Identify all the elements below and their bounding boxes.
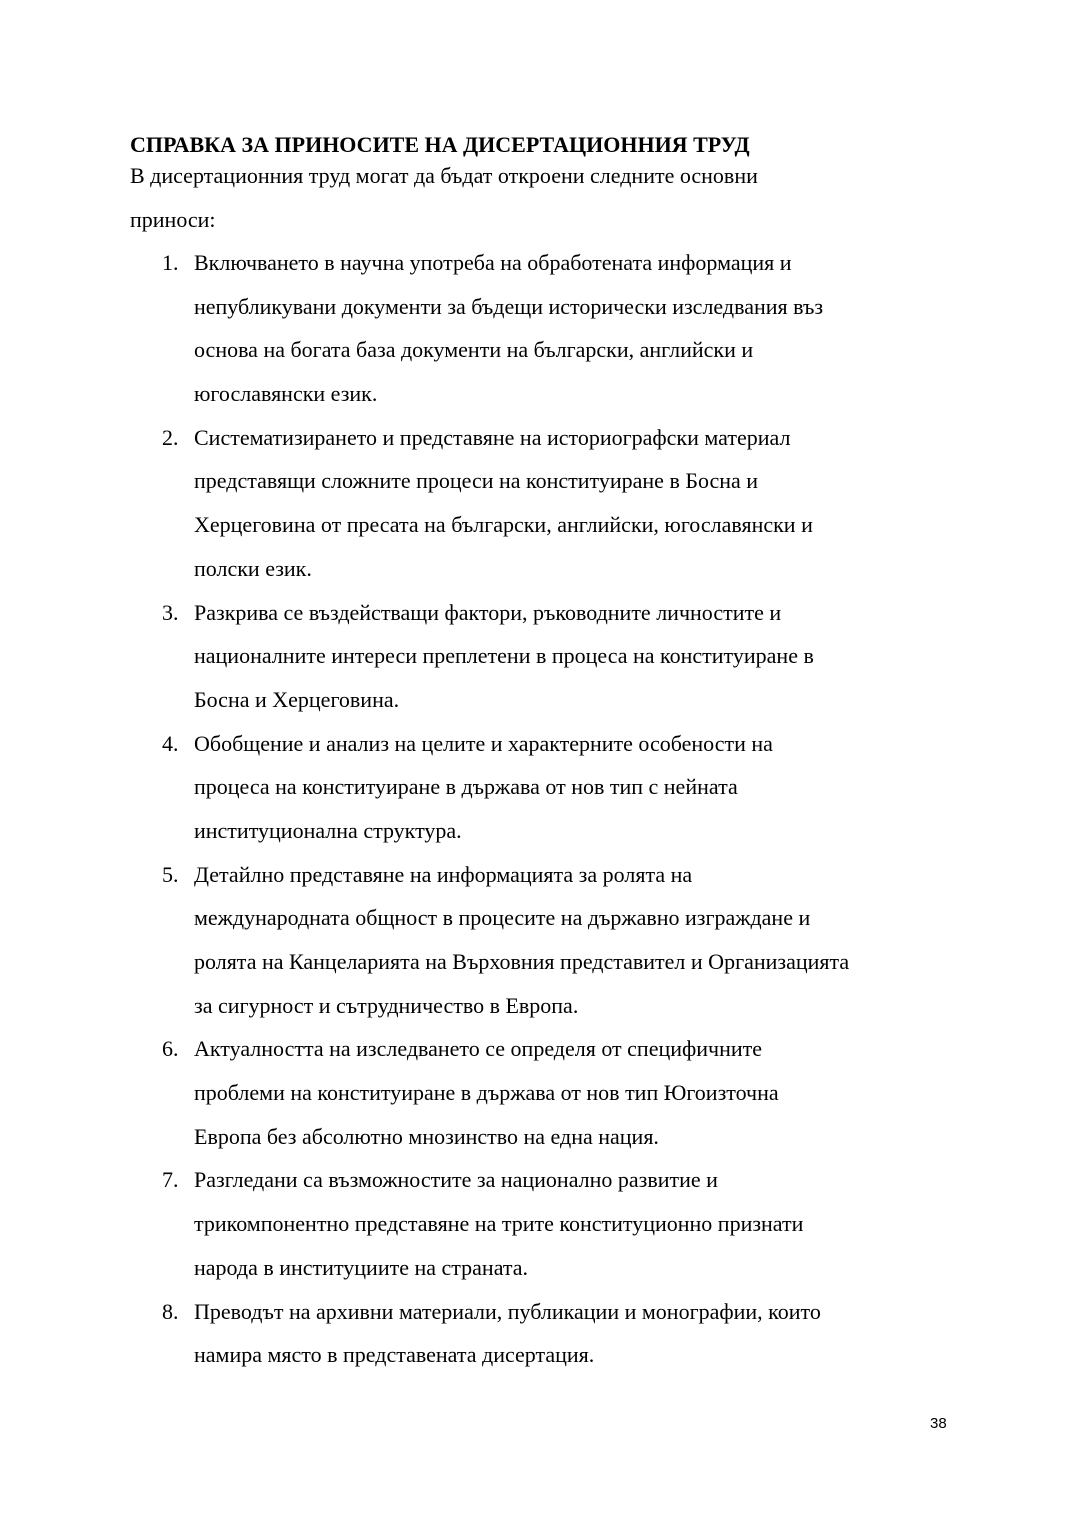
list-item xyxy=(130,1164,849,1295)
list-item-line: Включването в научна употреба на обработената информация и xyxy=(194,250,792,275)
list-item-line: Обобщение и анализ на целите и характерните особености на xyxy=(194,730,773,756)
page-number: 38 xyxy=(930,1415,947,1432)
list-item-line: ролята на Канцеларията на Върховния представител и Организацията xyxy=(194,949,850,974)
list-item xyxy=(130,597,849,728)
list-item xyxy=(130,1296,849,1383)
list-item-line: полски език. xyxy=(194,555,312,581)
intro-paragraph xyxy=(130,160,758,247)
list-item-line: Детайлно представяне на информацията за ролята на xyxy=(194,861,693,887)
intro-line: приноси: xyxy=(130,206,216,232)
intro-line: В дисертационния труд могат да бъдат откроени следните основни xyxy=(130,163,758,188)
list-item-line: Херцеговина от пресата на български, английски, югославянски и xyxy=(194,512,813,538)
list-item-line: институционална структура. xyxy=(194,817,462,843)
list-item-number: 3. xyxy=(162,599,179,625)
list-item-number: 2. xyxy=(162,424,179,450)
list-item-line: народа в институциите на страната. xyxy=(194,1254,529,1280)
list-item-line: Европа без абсолютно мнозинство на една нация. xyxy=(194,1123,659,1149)
list-item-number: 5. xyxy=(162,861,179,887)
document-title: СПРАВКА ЗА ПРИНОСИТЕ НА ДИСЕРТАЦИОННИЯ ТРУД xyxy=(130,132,750,157)
list-item-line: процеса на конституиране в държава от нов тип с нейната xyxy=(194,774,738,800)
list-item-line: Разгледани са възможностите за национално развитие и xyxy=(194,1167,718,1193)
list-item-line: югославянски език. xyxy=(194,381,378,407)
list-item xyxy=(130,247,849,422)
list-item-line: националните интереси преплетени в процеса на конституиране в xyxy=(194,643,814,669)
list-item-number: 6. xyxy=(162,1036,179,1062)
contributions-list xyxy=(130,247,849,1383)
list-item xyxy=(130,1033,849,1164)
list-item-line: основа на богата база документи на български, английски и xyxy=(194,337,754,363)
list-item xyxy=(130,422,849,597)
list-item-line: Актуалността на изследването се определя от специфичните xyxy=(194,1036,763,1062)
list-item-line: Систематизирането и представяне на историографски материал xyxy=(194,424,791,450)
list-item-line: трикомпонентно представяне на трите конституционно признати xyxy=(194,1211,804,1237)
list-item-number: 7. xyxy=(162,1167,179,1193)
list-item-line: представящи сложните процеси на конституиране в Босна и xyxy=(194,468,759,494)
list-item-line: за сигурност и сътрудничество в Европа. xyxy=(194,992,579,1018)
list-item-line: непубликувани документи за бъдещи исторически изследвания въз xyxy=(194,293,824,319)
list-item-line: Преводът на архивни материали, публикации и монографии, които xyxy=(194,1298,821,1324)
list-item-line: проблеми на конституиране в държава от нов тип Югоизточна xyxy=(194,1080,779,1106)
list-item-line: Босна и Херцеговина. xyxy=(194,686,400,712)
list-item-line: Разкрива се въздействащи фактори, ръководните личностите и xyxy=(194,599,782,625)
list-item-line: намира място в представената дисертация. xyxy=(194,1342,595,1368)
list-item xyxy=(130,859,849,1034)
list-item-number: 4. xyxy=(162,730,179,756)
list-item-number: 8. xyxy=(162,1298,179,1324)
list-item-number: 1. xyxy=(162,250,179,275)
list-item-line: международната общност в процесите на държавно изграждане и xyxy=(194,905,811,931)
list-item xyxy=(130,728,849,859)
